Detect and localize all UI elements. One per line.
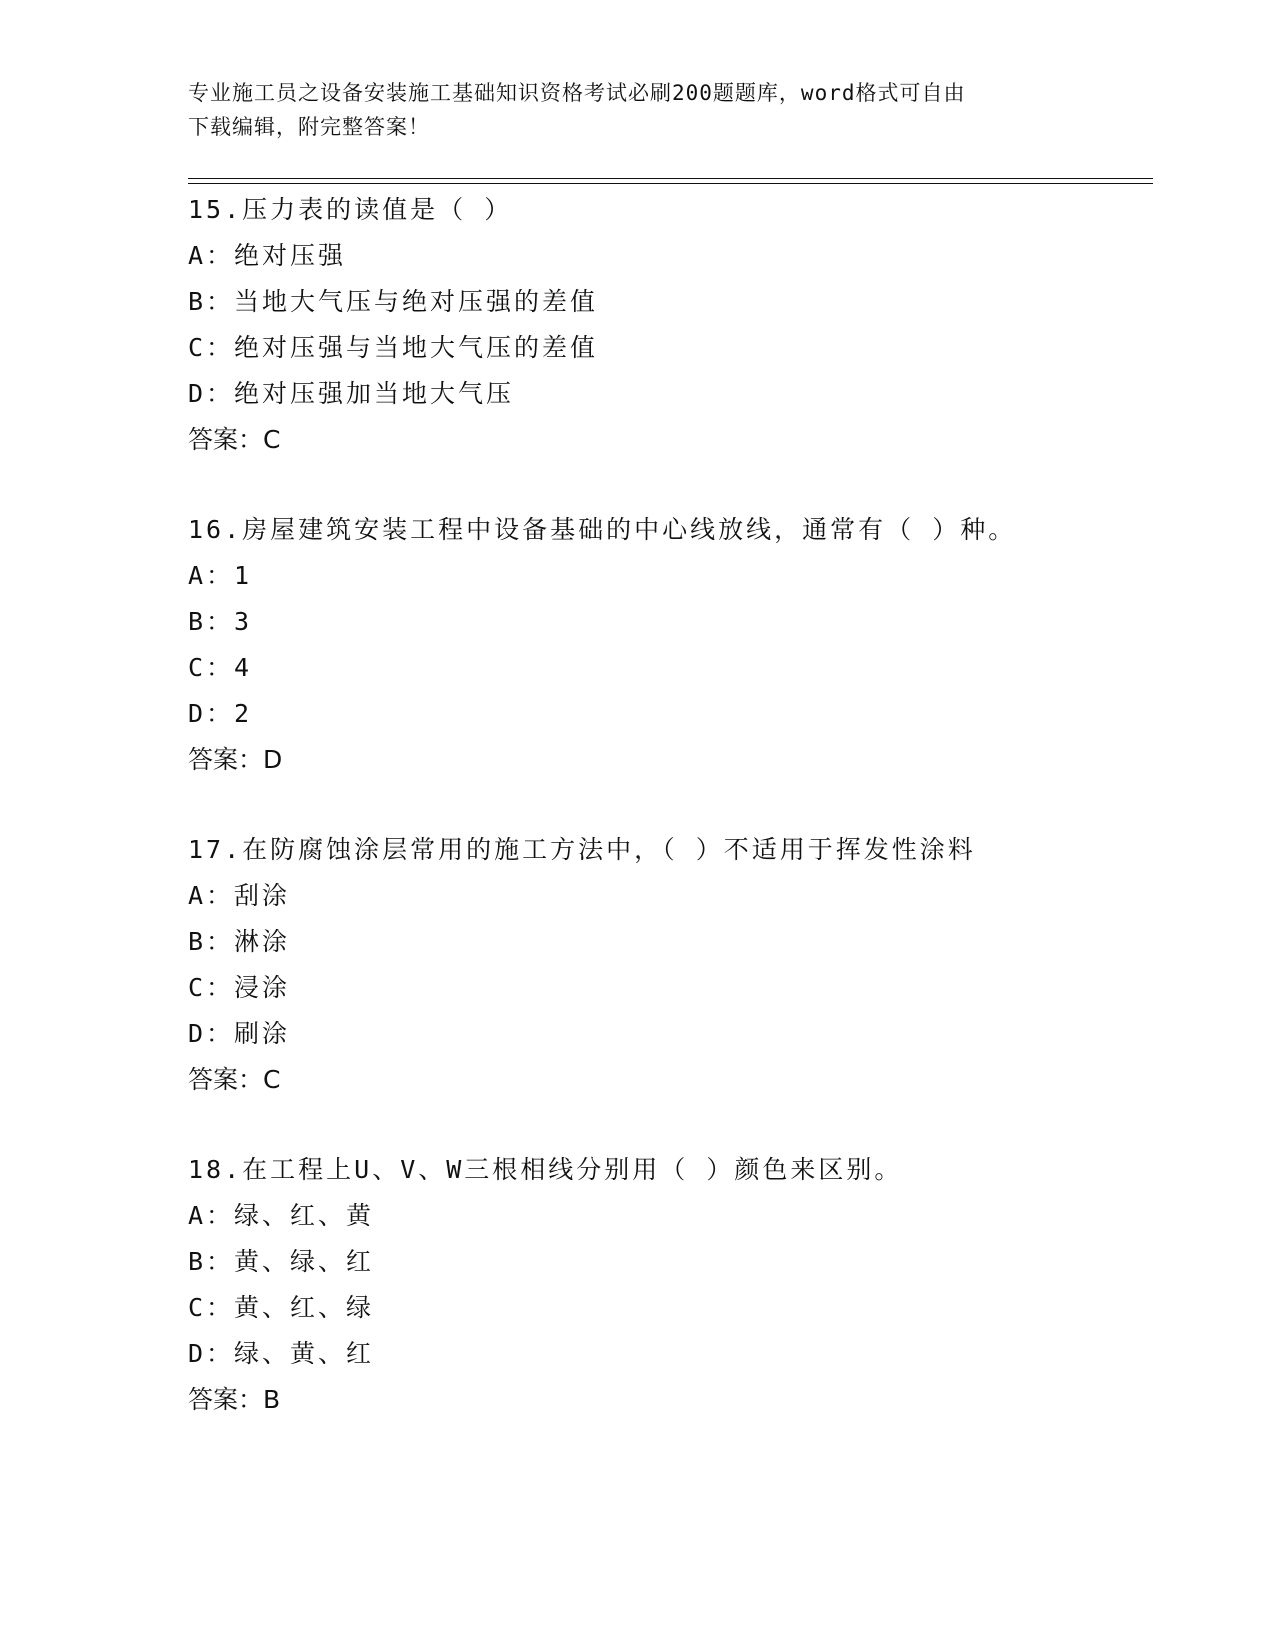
option-d: D：绿、黄、红 — [188, 1339, 375, 1368]
answer: 答案：B — [188, 1385, 281, 1414]
option-c: C：浸涂 — [188, 973, 291, 1002]
header-divider-top — [188, 178, 1153, 179]
question-title: 15.压力表的读值是（ ） — [188, 195, 513, 224]
answer: 答案：D — [188, 745, 283, 774]
question-title: 17.在防腐蚀涂层常用的施工方法中，（ ）不适用于挥发性涂料 — [188, 835, 976, 864]
option-c: C：4 — [188, 653, 253, 682]
option-d: D：刷涂 — [188, 1019, 291, 1048]
header-line-1: 专业施工员之设备安装施工基础知识资格考试必刷200题题库，word格式可自由 — [188, 81, 966, 105]
option-b: B：淋涂 — [188, 927, 291, 956]
question-title: 18.在工程上U、V、W三根相线分别用（ ）颜色来区别。 — [188, 1155, 903, 1184]
question-17 — [188, 827, 1188, 1103]
header-line-2: 下载编辑，附完整答案！ — [188, 115, 430, 139]
option-b: B：3 — [188, 607, 253, 636]
answer: 答案：C — [188, 425, 281, 454]
option-c: C：黄、红、绿 — [188, 1293, 375, 1322]
option-a: A：绝对压强 — [188, 241, 347, 270]
option-d: D：绝对压强加当地大气压 — [188, 379, 515, 408]
option-a: A：刮涂 — [188, 881, 291, 910]
header-divider-bottom — [188, 183, 1153, 184]
option-a: A：1 — [188, 561, 253, 590]
document-header — [188, 76, 1088, 144]
option-b: B：黄、绿、红 — [188, 1247, 375, 1276]
answer: 答案：C — [188, 1065, 281, 1094]
question-18 — [188, 1147, 1188, 1423]
question-title: 16.房屋建筑安装工程中设备基础的中心线放线，通常有（ ）种。 — [188, 515, 1017, 544]
option-a: A：绿、红、黄 — [188, 1201, 375, 1230]
question-15 — [188, 187, 1188, 463]
question-16 — [188, 507, 1188, 783]
option-c: C：绝对压强与当地大气压的差值 — [188, 333, 599, 362]
option-d: D：2 — [188, 699, 253, 728]
option-b: B：当地大气压与绝对压强的差值 — [188, 287, 599, 316]
